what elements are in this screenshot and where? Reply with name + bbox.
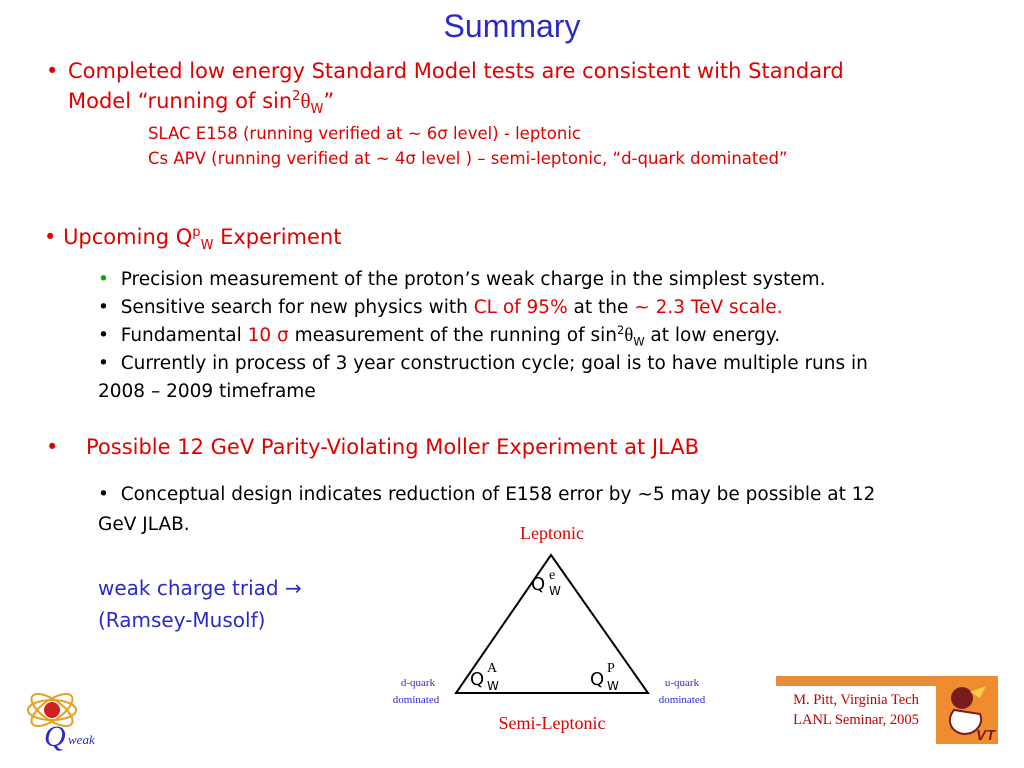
footer-credit: [778, 690, 934, 730]
list-item: • Currently in process of 3 year construction cycle; goal is to have multiple runs in: [98, 353, 868, 374]
cs-apv-line: Cs APV (running verified at ~ 4σ level ) – semi-leptonic, “d-quark dominated”: [148, 149, 788, 168]
bullet-3-heading: Possible 12 GeV Parity-Violating Moller Experiment at JLAB: [86, 435, 700, 459]
d-quark-dominated-label: dominated: [392, 694, 440, 706]
svg-text:Q: Q: [44, 720, 66, 752]
triad-line-1: weak charge triad →: [98, 576, 302, 600]
bullet-3-item-line2: GeV JLAB.: [98, 514, 190, 535]
d-quark-label: d-quark: [400, 677, 436, 689]
weak-charge-triangle-diagram: [370, 515, 740, 745]
sup-a: A: [487, 661, 498, 676]
qweak-logo: [22, 676, 112, 752]
bullet-2-heading: • Upcoming $Q^p_W$ Experiment: [44, 225, 342, 254]
vt-text: VT: [976, 727, 996, 744]
footer-divider: [776, 676, 936, 686]
u-quark-dominated-label: dominated: [658, 694, 706, 706]
slac-e158-line: SLAC E158 (running verified at ~ 6σ level) - leptonic: [148, 124, 581, 143]
list-item: • Precision measurement of the proton’s weak charge in the simplest system.: [98, 269, 826, 290]
bullet-2-list: [98, 266, 998, 406]
bullet-1-marker: •: [46, 59, 59, 83]
q-weak-p: Q: [590, 669, 605, 690]
sup-e: e: [549, 568, 556, 583]
logo-weak-text: weak: [68, 732, 95, 747]
page-title: Summary: [443, 8, 581, 44]
virginia-tech-logo: [936, 676, 998, 744]
leptonic-label: Leptonic: [520, 523, 584, 543]
semi-leptonic-label: Semi-Leptonic: [498, 713, 606, 733]
sub-w-right: W: [607, 679, 619, 693]
footer-author: M. Pitt, Virginia Tech: [793, 692, 919, 708]
bullet-1-line2: Model “running of $\sin^2\theta_W$”: [68, 89, 335, 118]
q-weak-a: Q: [470, 669, 485, 690]
sub-w-left: W: [487, 679, 499, 693]
u-quark-label: u-quark: [664, 677, 700, 689]
list-item: • Fundamental 10 σ measurement of the running of $\sin^2\theta_W$ at low energy.: [98, 322, 781, 349]
bullet-1-text: [68, 56, 998, 116]
footer-venue: LANL Seminar, 2005: [793, 712, 919, 728]
triad-line-2: (Ramsey-Musolf): [98, 608, 266, 632]
bullet-1-line1: Completed low energy Standard Model tests are consistent with Standard: [68, 59, 844, 83]
list-item: • Sensitive search for new physics with CL of 95% at the ~ 2.3 TeV scale.: [98, 297, 783, 318]
sub-w-top: W: [549, 584, 561, 598]
bullet-3-marker: •: [46, 435, 59, 459]
weak-charge-triad: [98, 572, 302, 636]
q-weak-e: Q: [531, 574, 546, 595]
list-item-continuation: 2008 – 2009 timeframe: [98, 381, 316, 402]
sup-p: P: [607, 661, 615, 676]
bullet-3-item-line1: • Conceptual design indicates reduction of E158 error by ~5 may be possible at 12: [98, 484, 876, 505]
